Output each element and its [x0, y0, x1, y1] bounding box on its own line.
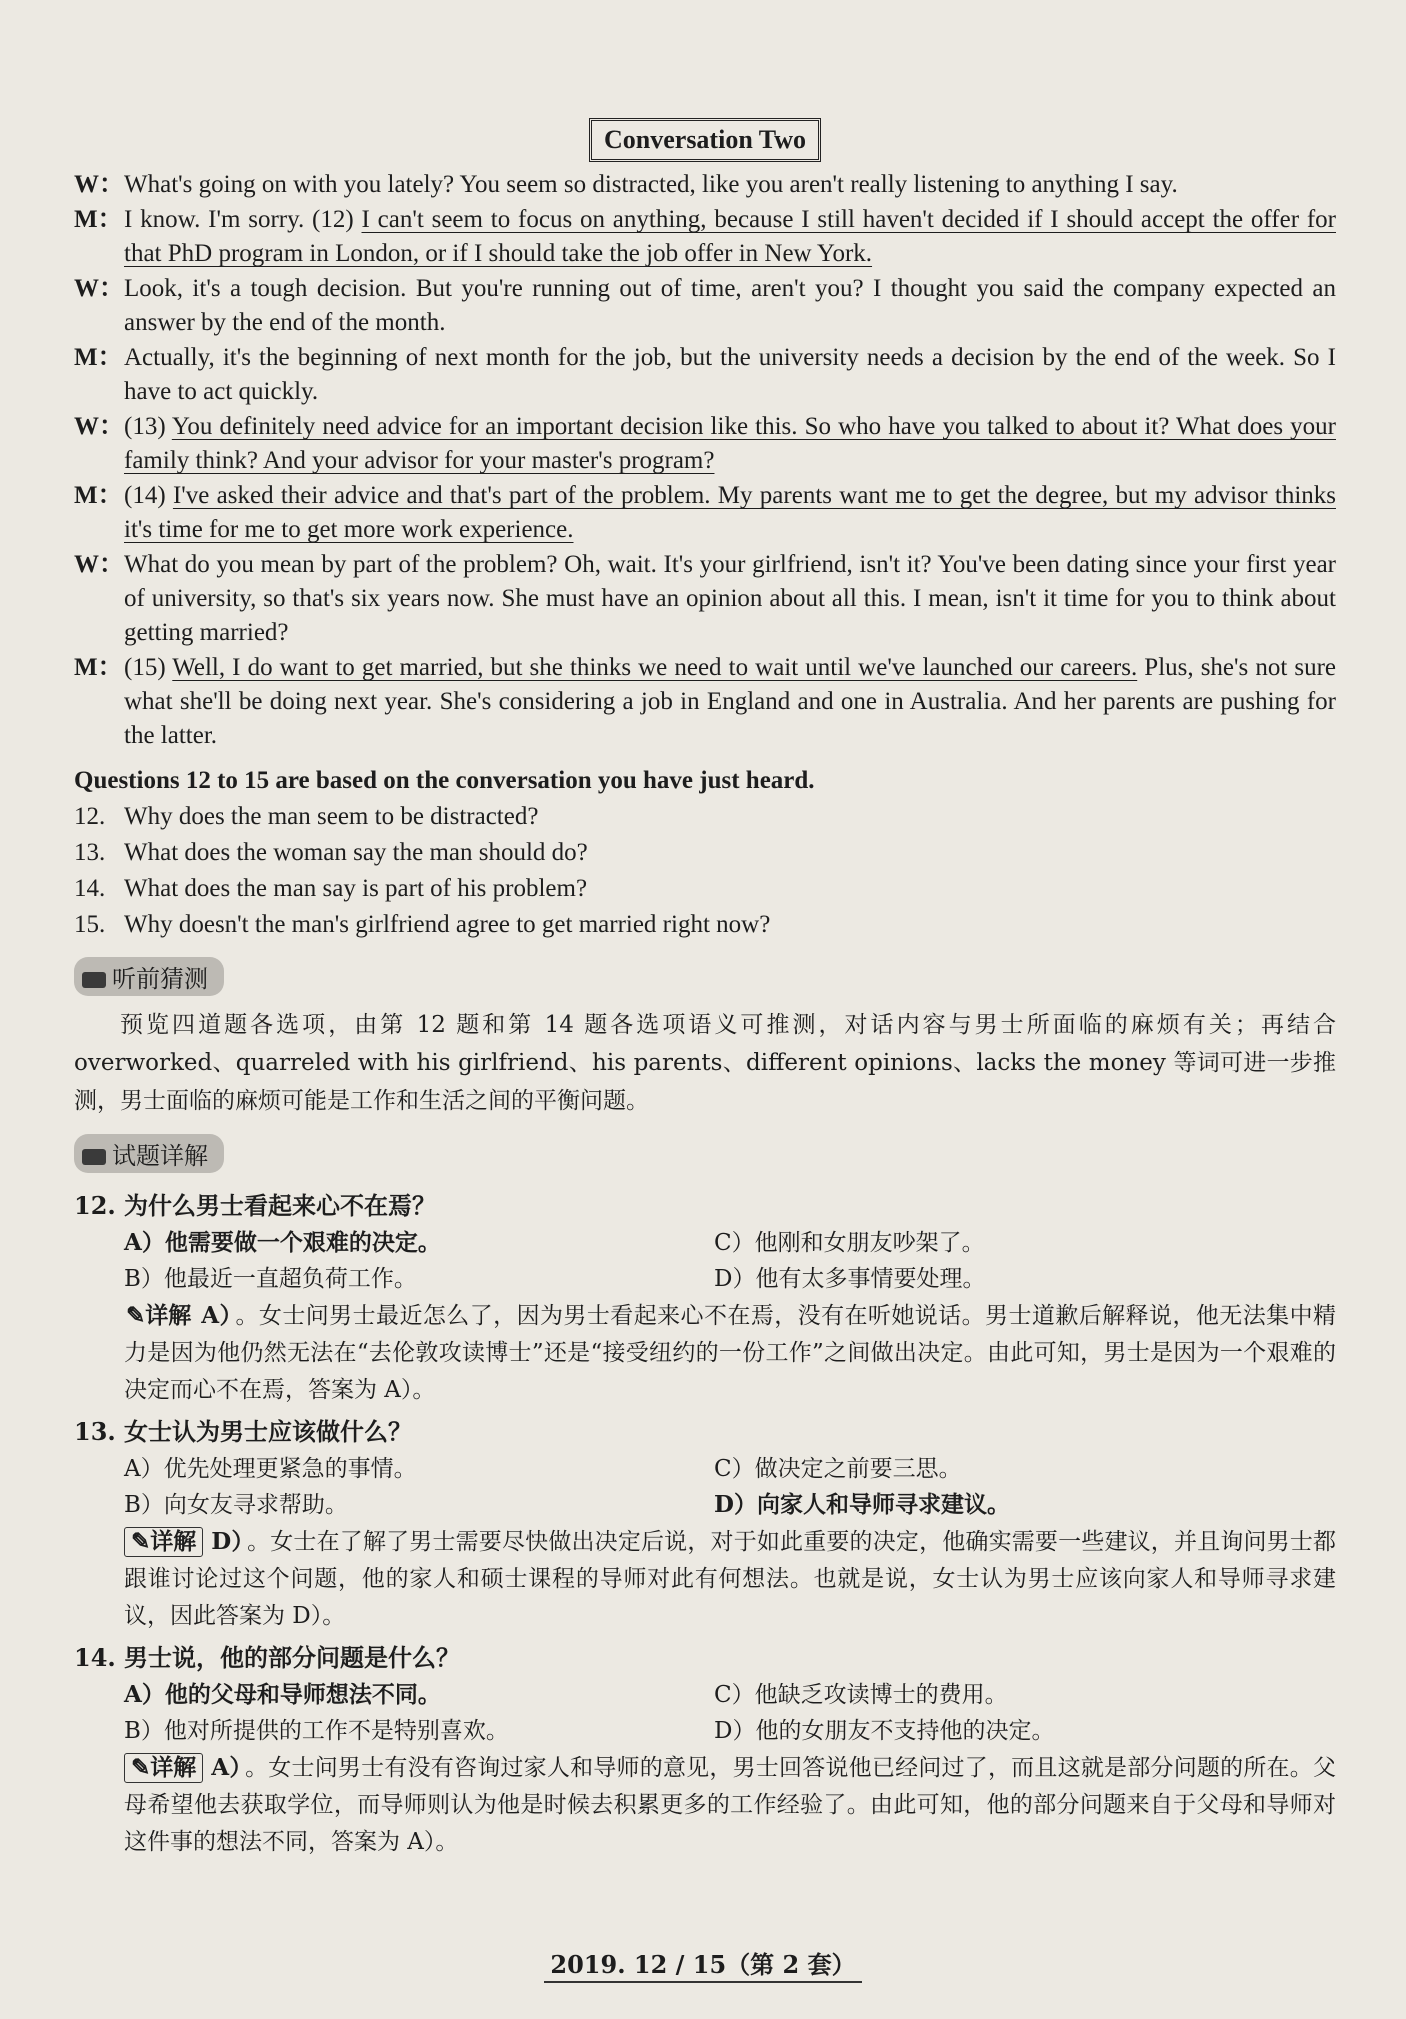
turn-text-part: What's going on with you lately? You seem so distracted, like you aren't really listening to anything I say.: [124, 171, 1178, 198]
dialogue-turn: [74, 651, 1336, 753]
option: C）做决定之前要三思。: [714, 1456, 962, 1482]
turn-text: [124, 548, 1336, 650]
turn-text-part: (14): [124, 482, 173, 509]
analysis-item: [74, 1413, 1336, 1635]
speaker-label: M：: [74, 482, 123, 509]
question-item: [74, 907, 1336, 943]
question-text: Why does the man seem to be distracted?: [124, 803, 539, 830]
questions-heading: Questions 12 to 15 are based on the conversation you have just heard.: [74, 767, 815, 794]
question-number: 12.: [74, 803, 106, 830]
option: C）他缺乏攻读博士的费用。: [714, 1682, 1008, 1708]
correct-option: A）他需要做一个艰难的决定。: [124, 1229, 441, 1256]
explanation: [124, 1523, 1336, 1635]
turn-text: [124, 479, 1336, 547]
content: [74, 118, 1336, 1861]
dialogue-turn: [74, 410, 1336, 478]
analysis-label: 试题详解: [112, 1142, 208, 1170]
underlined-text: You definitely need advice for an important decision like this. So who have you talked to about it? What does your family think? And your advisor for your master's program?: [124, 413, 1336, 474]
conversation-title: Conversation Two: [589, 118, 821, 162]
speaker-label: M：: [74, 206, 123, 233]
book-icon: [82, 972, 106, 988]
turn-text-part: Actually, it's the beginning of next month for the job, but the university needs a decision by the end of the week. So I have to act quickly.: [124, 344, 1336, 405]
analysis-question-number: 13.: [74, 1417, 116, 1446]
question-number: 14.: [74, 875, 106, 902]
analysis-list: [74, 1187, 1336, 1861]
question-number: 15.: [74, 911, 106, 938]
option: D）他有太多事情要处理。: [714, 1266, 986, 1292]
prelisten-label: 听前猜测: [112, 965, 208, 993]
speaker-label: W：: [74, 275, 125, 302]
prelisten-text: 预览四道题各选项，由第 12 题和第 14 题各选项语义可推测，对话内容与男士所面临的麻烦有关；再结合 overworked、quarreled with his girlfriend、his parents、different opinions、lacks the money 等词可进一步推测，男士面临的麻烦可能是工作和生活之间的平衡问题。: [74, 1012, 1336, 1114]
explanation-text: 。女士问男士最近怎么了，因为男士看起来心不在焉，没有在听她说话。男士道歉后解释说，他无法集中精力是因为他仍然无法在“去伦敦攻读博士”还是“接受纽约的一份工作”之间做出决定。由此可知，男士是因为一个艰难的决定而心不在焉，答案为 A）。: [124, 1303, 1336, 1403]
turn-text: [124, 272, 1336, 340]
speaker-label: M：: [74, 344, 123, 371]
analysis-question-text: 女士认为男士应该做什么？: [124, 1417, 412, 1446]
dialogue-turn: [74, 341, 1336, 409]
dialogue-turn: [74, 479, 1336, 547]
turn-text-part: (13): [124, 413, 172, 440]
turn-text: [124, 341, 1336, 409]
option: B）他对所提供的工作不是特别喜欢。: [124, 1718, 509, 1744]
correct-option: A）他的父母和导师想法不同。: [124, 1681, 441, 1708]
turn-text: [124, 203, 1336, 271]
answer-letter: A）: [211, 1754, 242, 1781]
question-text: What does the woman say the man should do?: [124, 839, 588, 866]
turn-text-part: I know. I'm sorry. (12): [124, 206, 362, 233]
speaker-label: W：: [74, 413, 125, 440]
speaker-label: W：: [74, 551, 125, 578]
dialogue-turn: [74, 203, 1336, 271]
dialogue-turn: [74, 168, 1336, 202]
underlined-text: I've asked their advice and that's part of the problem. My parents want me to get the degree, but my advisor thinks it's time for me to get more work experience.: [124, 482, 1336, 543]
speaker-label: W：: [74, 171, 125, 198]
question-item: [74, 835, 1336, 871]
explanation-text: 。女士问男士有没有咨询过家人和导师的意见，男士回答说他已经问过了，而且这就是部分问题的所在。父母希望他去获取学位，而导师则认为他是时候去积累更多的工作经验了。由此可知，他的部分问题来自于父母和导师对这件事的想法不同，答案为 A）。: [124, 1755, 1336, 1855]
option-grid: [124, 1225, 1336, 1297]
option-grid: [124, 1677, 1336, 1749]
dialogue-turn: [74, 272, 1336, 340]
question-item: [74, 871, 1336, 907]
analysis-tag: [74, 1134, 224, 1173]
explanation: [124, 1297, 1336, 1409]
analysis-item: [74, 1187, 1336, 1409]
option-grid: [124, 1451, 1336, 1523]
analysis-question-text: 为什么男士看起来心不在焉？: [124, 1191, 436, 1220]
correct-option: D）向家人和导师寻求建议。: [714, 1491, 1010, 1518]
answer-letter: A）: [201, 1302, 232, 1329]
question-item: [74, 799, 1336, 835]
dialogue: [74, 168, 1336, 753]
explanation-text: 。女士在了解了男士需要尽快做出决定后说，对于如此重要的决定，他确实需要一些建议，并且询问男士都跟谁讨论过这个问题，他的家人和硕士课程的导师对此有何想法。也就是说，女士认为男士应该向家人和导师寻求建议，因此答案为 D）。: [124, 1529, 1336, 1629]
question-number: 13.: [74, 839, 106, 866]
speaker-label: M：: [74, 654, 123, 681]
analysis-item: [74, 1639, 1336, 1861]
underlined-text: I can't seem to focus on anything, because I still haven't decided if I should accept the offer for that PhD program in London, or if I should take the job offer in New York.: [124, 206, 1336, 267]
title-wrap: [74, 118, 1336, 162]
turn-text-part: (15): [124, 654, 173, 681]
turn-text-part: What do you mean by part of the problem? Oh, wait. It's your girlfriend, isn't it? You've been dating since your first year of university, so that's six years now. She must have an opinion about all this. I mean, isn't it time for you to think about getting married?: [124, 551, 1336, 646]
analysis-question-number: 12.: [74, 1191, 116, 1220]
question-text: Why doesn't the man's girlfriend agree to get married right now?: [124, 911, 771, 938]
option: D）他的女朋友不支持他的决定。: [714, 1718, 1055, 1744]
analysis-question: [74, 1639, 1336, 1677]
analysis-question-text: 男士说，他的部分问题是什么？: [124, 1643, 460, 1672]
option: C）他刚和女朋友吵架了。: [714, 1230, 985, 1256]
option: B）他最近一直超负荷工作。: [124, 1266, 417, 1292]
question-list: [74, 799, 1336, 943]
turn-text: [124, 651, 1336, 753]
option: A）优先处理更紧急的事情。: [124, 1456, 417, 1482]
prelisten-tag: [74, 957, 224, 996]
detail-tag: ✎详解: [126, 1302, 192, 1329]
turn-text: [124, 410, 1336, 478]
detail-tag: ✎详解: [124, 1753, 203, 1783]
underlined-text: Well, I do want to get married, but she thinks we need to wait until we've launched our careers.: [172, 654, 1138, 681]
turn-text-part: Look, it's a tough decision. But you're running out of time, aren't you? I thought you said the company expected an answer by the end of the month.: [124, 275, 1336, 336]
footer-text: 2019. 12 / 15（第 2 套）: [544, 1950, 861, 1983]
analysis-question-number: 14.: [74, 1643, 116, 1672]
option: B）向女友寻求帮助。: [124, 1492, 348, 1518]
turn-text-part: Plus, she's not sure what she'll be doing next year. She's considering a job in England and one in Australia. And her parents are pushing for the latter.: [124, 654, 1336, 749]
analysis-question: [74, 1187, 1336, 1225]
detail-tag: ✎详解: [124, 1527, 203, 1557]
question-text: What does the man say is part of his problem?: [124, 875, 588, 902]
explanation: [124, 1749, 1336, 1861]
dialogue-turn: [74, 548, 1336, 650]
book-icon: [82, 1149, 106, 1165]
page-footer: [0, 1945, 1406, 1980]
answer-letter: D）: [211, 1528, 244, 1555]
turn-text: [124, 168, 1336, 202]
analysis-question: [74, 1413, 1336, 1451]
